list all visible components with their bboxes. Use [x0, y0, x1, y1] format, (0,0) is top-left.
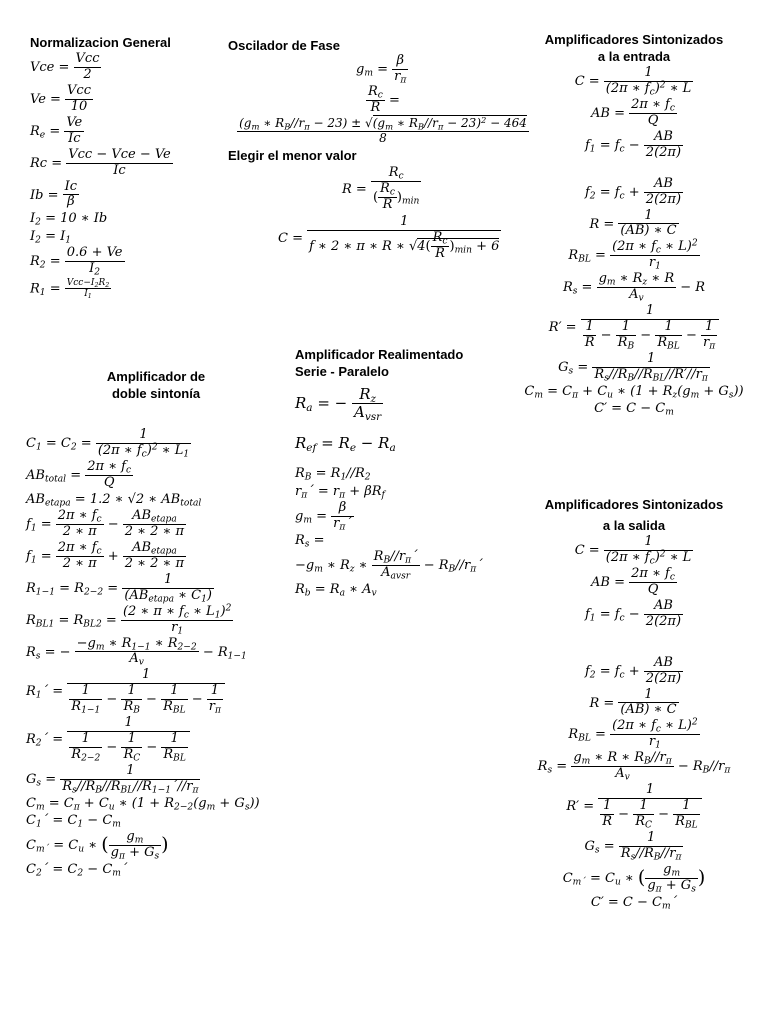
equation: $C_1´ = C_1 - C_m$	[26, 813, 121, 830]
equation: $f_1$ = $\frac{2\pi ∗ f_c}{2 ∗ \pi}$ + $AB_{etapa}$ 2 ∗ 2 ∗ π	[26, 539, 185, 571]
equation: C = 1 f ∗ 2 ∗ π ∗ R ∗ √4( $\frac{R_c}{R}$ )$_{min} + 6$	[278, 214, 500, 262]
equation: $f_1 = f_c$ − $\frac{AB}{2(2\pi)}$	[584, 597, 682, 629]
equation: $f_2 = f_c$ + $\frac{AB}{2(2\pi)}$	[584, 175, 682, 207]
equation: $C_m = C_\pi + C_u$ ∗ $(1 + R_z(g_m + G_s))$	[524, 383, 744, 401]
equation: $R_1$ = $Vcc-I_2R_2$ $I_1$	[30, 277, 110, 300]
equation: $C_2´ = C_2$ − $C_m´$	[26, 862, 128, 879]
equation: $C' = C - C_m$	[594, 401, 674, 418]
equation: C = $\frac{1}{(2\pi ∗ f_c)^2 ∗ L}$	[574, 65, 692, 98]
equation: AB = $\frac{2\pi ∗ f_c}{Q}$	[591, 565, 675, 597]
equation: $R_2$ = $\frac{0.6 + Ve}{I_2}$	[30, 244, 123, 278]
equation: $C_{m´} = C_u$ ∗ ( $\frac{g_m}{g_\pi + G_s}$ )	[562, 861, 706, 895]
equation: Rc = Vcc − Vce − Ve Ic	[30, 146, 171, 178]
section-doble-sintonia	[26, 368, 286, 880]
salida-title-2: a la salida	[602, 518, 666, 533]
realimentado-title-1: Amplificador Realimentado	[295, 347, 464, 362]
equation: $AB_{etapa} = 1.2$ ∗ √2 ∗ $AB_{total}$	[26, 491, 202, 509]
equation: $C' = C - C_m´$	[590, 894, 678, 912]
realimentado-title-2: Serie - Paralelo	[295, 364, 389, 379]
equation: $R_b = R_a$ ∗ $A_v$	[295, 581, 377, 599]
doble-title-2: doble sintonía	[111, 386, 201, 401]
section-sintonizados-salida	[520, 496, 748, 912]
equation: AB = $\frac{2\pi ∗ f_c}{Q}$	[591, 96, 675, 128]
oscilador-subtitle: Elegir el menor valor	[228, 148, 357, 164]
normalizacion-title: Normalizacion General	[30, 35, 171, 50]
equation: R = $\frac{1}{(AB) ∗ C}$	[589, 207, 677, 239]
equation: C = $\frac{1}{(2\pi ∗ f_c)^2 ∗ L}$	[574, 534, 692, 567]
equation: $r_\pi´ = r_\pi + \beta R_f$	[295, 483, 385, 501]
equation: Ib = $\frac{Ic}{\beta}$	[30, 178, 78, 210]
equation: $I_2 = I_1$	[30, 228, 72, 246]
equation: $I_2 = 10$ ∗ Ib	[30, 211, 108, 229]
section-oscilador	[228, 37, 538, 262]
equation: $G_s$ = 1 $R_s//R_B//R_{BL}//R_{1-1}´//r_\pi$	[26, 763, 199, 796]
equation: R = $\frac{1}{(AB) ∗ C}$	[589, 686, 677, 718]
equation: $R_{ef} = R_e - R_a$	[295, 433, 396, 454]
equation: R′ = 1 $\frac{1}{R}$ − $\frac{1}{R_C}$ − 1 $R_{BL}$	[520, 783, 748, 830]
oscilador-title: Oscilador de Fase	[228, 38, 340, 53]
equation: $f_2 = f_c$ + $\frac{AB}{2(2\pi)}$	[584, 654, 682, 686]
equation: $R_s$ = $\frac{g_m ∗ R_z ∗ R}{A_v}$ − R	[562, 271, 706, 304]
equation: $C_{m´} = C_u$ ∗ ( $\frac{g_m}{g_\pi + G_s}$ )	[26, 829, 169, 863]
equation: $R_{1-1} = R_{2-2}$ = 1 ($AB_{etapa}$ ∗ $C_1$)	[26, 571, 212, 605]
equation: $g_m$ = $\frac{\beta}{r_\pi´}$	[295, 499, 352, 533]
section-sintonizados-entrada	[520, 31, 748, 418]
equation: $R_{BL}$ = $\frac{(2\pi ∗ f_c ∗ L)^2}{r_1}$	[568, 717, 698, 752]
equation: $R_2´$ = 1 $\frac{1}{R_{2-2}}$ − $\frac{1}{R_C}$ − 1 $R_{BL}$	[26, 716, 286, 763]
equation: $R_s$ =	[295, 532, 325, 550]
equation: $C_m = C_\pi + C_u$ ∗ $(1 + R_{2-2}(g_m + G_s))$	[26, 795, 260, 813]
equation: $R_{BL}$ = $\frac{(2\pi ∗ f_c ∗ L)^2}{r_1}$	[568, 238, 698, 273]
equation: $f_1 = f_c$ − $\frac{AB}{2(2\pi)}$	[584, 128, 682, 160]
equation: R = $R_c$ ( $\frac{R_c}{R}$ )$_{min}$	[342, 165, 420, 213]
equation: $R_s$ = − $\frac{-g_m ∗ R_{1-1} ∗ R_{2-2}}{A_v}$ − $R_{1-1}$	[26, 635, 247, 669]
equation: Vce = Vcc 2	[30, 51, 100, 82]
doble-title-1: Amplificador de	[106, 369, 206, 384]
equation: $R_1´$ = 1 $\frac{1}{R_{1-1}}$ − $\frac{1}{R_B}$ − 1 $R_{BL}$ − $\frac{1}{r_\pi}$	[26, 668, 286, 715]
equation: $C_1 = C_2$ = $\frac{1}{(2\pi ∗ f_c)^2 ∗ L_1}$	[26, 427, 190, 460]
equation: $G_s$ = $\frac{1}{R_s//R_B//r_\pi}$	[584, 829, 682, 863]
equation: $f_1$ = $\frac{2\pi ∗ f_c}{2 ∗ \pi}$ − $AB_{etapa}$ 2 ∗ 2 ∗ π	[26, 508, 185, 539]
equation: $AB_{total}$ = $\frac{2\pi ∗ f_c}{Q}$	[26, 458, 132, 490]
equation: $R_s$ = $\frac{g_m ∗ R ∗ R_B//r_\pi}{A_v}$ − $R_B//r_\pi$	[537, 750, 731, 783]
equation: $R_e$ = $\frac{Ve}{Ic}$	[30, 114, 83, 146]
equation: Ve = Vcc 10	[30, 82, 91, 114]
equation: $\frac{R_c}{R}$ =	[368, 83, 400, 115]
equation: $R_a$ = − $R_z$ $A_{vsr}$	[295, 385, 382, 424]
entrada-title-2: a la entrada	[597, 49, 671, 64]
entrada-title-1: Amplificadores Sintonizados	[544, 32, 724, 47]
equation: $G_s$ = 1 $R_s//R_B//R_{BL}//R'//r_\pi$	[558, 350, 708, 384]
equation: R′ = 1 $\frac{1}{R}$ − $\frac{1}{R_B}$ − 1 $R_{BL}$ − $\frac{1}{r_\pi}$	[520, 304, 748, 351]
section-normalizacion	[30, 34, 230, 300]
section-realimentado	[295, 346, 535, 599]
equation: $\frac{(g_m ∗ R_B//r_\pi - 23) \pm √(g_m ∗ R_B//r_\pi - 23)^2 - 464}{8}$	[239, 114, 527, 145]
equation: $R_{BL1} = R_{BL2}$ = $\frac{(2 ∗ \pi ∗ f_c ∗ L_1)^2}{r_1}$	[26, 603, 232, 637]
equation: $-g_m$ ∗ $R_z$ ∗ $R_B//r_\pi´$ $A_{avsr}$ − $R_B//r_\pi´$	[295, 548, 483, 582]
equation: $R_B = R_1//R_2$	[295, 466, 371, 483]
salida-title-1: Amplificadores Sintonizados	[544, 497, 724, 512]
equation: $g_m$ = $\frac{\beta}{r_\pi}$	[356, 53, 407, 86]
